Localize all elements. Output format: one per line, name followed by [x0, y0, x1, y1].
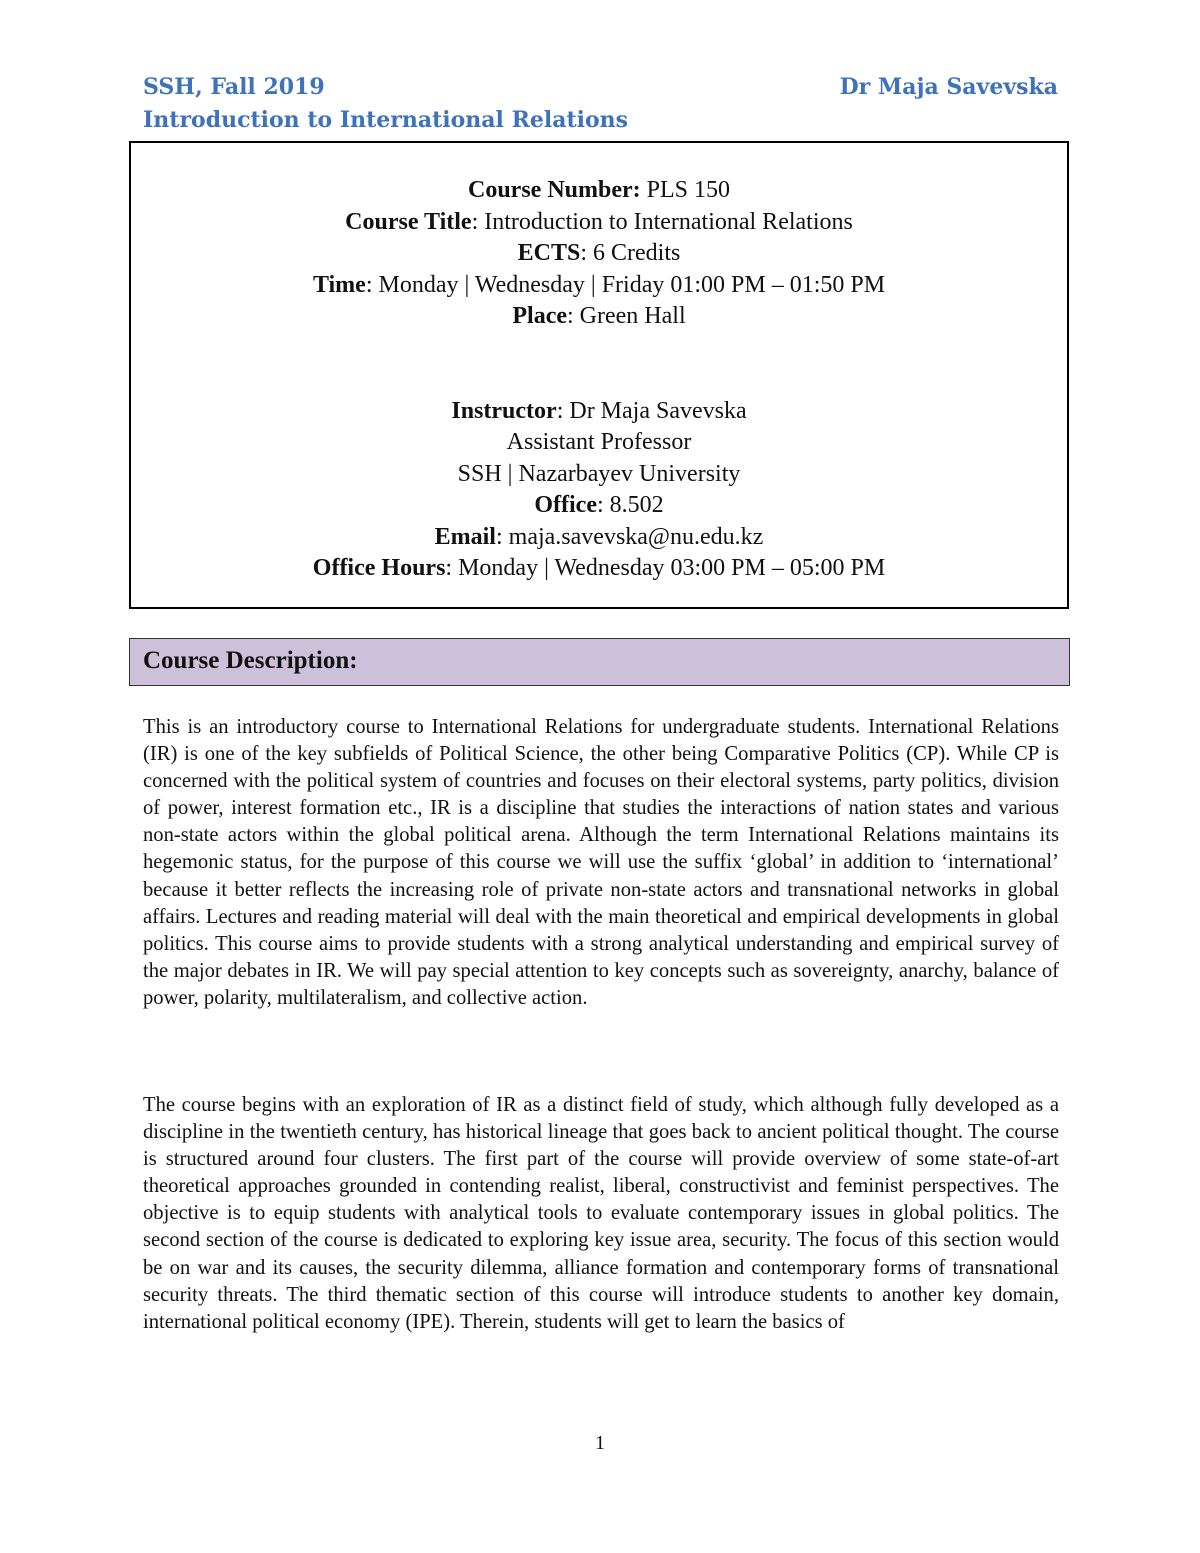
- instructor-position: Assistant Professor: [506, 429, 692, 455]
- ects-label: ECTS: [517, 240, 581, 266]
- email-line: [131, 522, 1067, 554]
- time-line: [131, 270, 1067, 302]
- spacer: [131, 333, 1067, 396]
- office-value: : 8.502: [596, 492, 664, 518]
- course-number-value: PLS 150: [640, 177, 730, 203]
- ects-value: : 6 Credits: [580, 240, 681, 266]
- course-description-heading: Course Description:: [143, 647, 358, 674]
- course-description-heading-bar: [129, 638, 1070, 686]
- place-label: Place: [512, 303, 567, 329]
- instructor-line: [131, 396, 1067, 428]
- description-paragraph-1: This is an introductory course to International Relations for undergraduate students. International Relations (IR) is one of the key subfields of Political Science, the other being Comparative Politics (CP). While CP is concerned with the political system of countries and focuses on their electoral systems, party politics, division of power, interest formation etc., IR is a discipline that studies the interactions of nation states and various non-state actors within the global political arena. Although the term International Relations maintains its hegemonic status, for the purpose of this course we will use the suffix ‘global’ in addition to ‘international’ because it better reflects the increasing role of private non-state actors and transnational networks in global affairs. Lectures and reading material will deal with the main theoretical and empirical developments in global politics. This course aims to provide students with a strong analytical understanding and empirical survey of the major debates in IR. We will pay special attention to key concepts such as sovereignty, anarchy, balance of power, polarity, multilateralism, and collective action.: [143, 716, 1059, 1009]
- course-number-line: [131, 175, 1067, 207]
- header-course-title: Introduction to International Relations: [143, 107, 629, 133]
- instructor-label: Instructor: [451, 397, 557, 424]
- ects-line: [131, 238, 1067, 270]
- office-line: [131, 490, 1067, 522]
- course-number-label: Course Number:: [468, 177, 641, 203]
- office-hours-label: Office Hours: [312, 555, 446, 581]
- course-title-line: [131, 207, 1067, 239]
- email-label: Email: [434, 523, 496, 550]
- course-title-label: Course Title: [345, 208, 472, 235]
- office-label: Office: [534, 492, 597, 518]
- description-paragraph-2: The course begins with an exploration of IR as a distinct field of study, which although fully developed as a discipline in the twentieth century, has historical lineage that goes back to ancient political thought. The course is structured around four clusters. The first part of the course will provide overview of some state-of-art theoretical approaches grounded in contending realist, liberal, constructivist and feminist perspectives. The objective is to equip students with analytical tools to evaluate contemporary issues in global politics. The second section of the course is dedicated to exploring key issue area, security. The focus of this section would be on war and its causes, the security dilemma, alliance formation and contemporary forms of transnational security threats. The third thematic section of this course will introduce students to another key domain, international political economy (IPE). Therein, students will get to learn the basics of: [143, 1094, 1059, 1333]
- place-value: : Green Hall: [567, 303, 686, 329]
- course-title-value: : Introduction to International Relations: [471, 208, 853, 235]
- time-value: : Monday | Wednesday | Friday 01:00 PM – 01:50 PM: [365, 271, 886, 298]
- course-info-box: [129, 141, 1069, 609]
- email-value: : maja.savevska@nu.edu.kz: [495, 523, 764, 550]
- instructor-affiliation: SSH | Nazarbayev University: [457, 460, 741, 487]
- header-semester: SSH, Fall 2019: [143, 74, 325, 100]
- office-hours-value: : Monday | Wednesday 03:00 PM – 05:00 PM: [445, 555, 886, 581]
- instructor-value: : Dr Maja Savevska: [556, 397, 747, 424]
- time-label: Time: [312, 271, 366, 298]
- place-line: [131, 301, 1067, 333]
- header-instructor: Dr Maja Savevska: [839, 74, 1058, 100]
- page-number: 1: [595, 1432, 605, 1454]
- office-hours-line: [131, 553, 1067, 585]
